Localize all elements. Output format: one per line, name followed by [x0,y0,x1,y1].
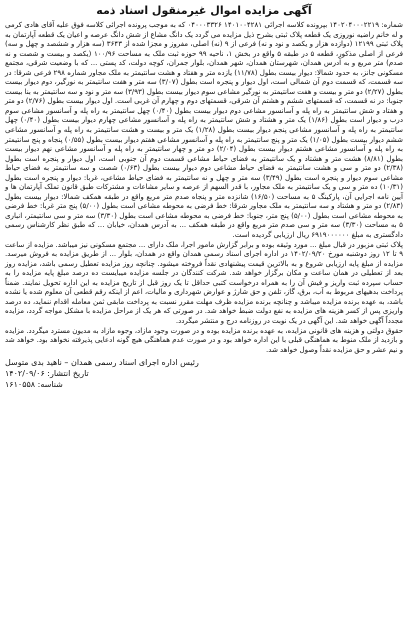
notice-paragraph-1: شماره: ۱۴۰۲۰۴۰۰۰۲۲۱۹ بپرونده کلاسه اجرائی ۱۴۰۱۰۰۴۲۸۱ ۰۴۰۰۰۳۳۲۶ که به موجب پرونده اجرائی کلاسه فوق علیه آقای هادی کرمی و له خانم راضیه نوروزی یک قطعه پلاک ثبتی بشرح ذیل مزایده می گردد یک دانگ مشاع از شش دانگ عرصه و اعیان یک قطعه آپارتمان به پلاک ثبتی ۱۲۱۹۹ (دوازده هزار و یکصد و نود و نه) فرعی از ۹ (نه) اصلی، مفروز و مجزا شده از ۳۶۴۳ (سه هزار و ششصد و چهل و سه) فرعی از اصلی مذکور، قطعه ۵ در طبقه ۵ واقع در بخش ۱، ناحیه ۹۹ حوزه ثبت ملک به مساحت ۱۰۰/۹۶ (یکصد و بیست و شصت و نه صدم) متر مربع و به آدرس همدان، شهرستان همدان، شهر همدان، بلوار جمران، کوچه دولت، کد پستی ... که با وضعیت شرقی، مجتمع مسکونی جانز، به حدود شمالا: دیوار بیست بطول (۱۱/۷۸) یازده متر و هفتاد و هشت سانتیمتر به ملک مجاور شماره ۲۹۸ فرعی شرقا: در سه قسمت، که قسمت دوم آن شمالی است، اول دیوار و پنجره است بطول (۳/۰۷) سه متر و هفت سانتیمتر به نورگیر، دوم دیوار بیست بطول (۲/۲۷) دو متر و بیست و هفت سانتیمتر به نورگیر مشاعی سوم دیوار بیست بطول (۳/۹۳) سه متر و نود و سه سانتیمتر به بنا بیست جنوبا: در نه قسمت، که قسمتهای ششم و هشتم آن شرقی، قسمتهای دوم و چهارم آن غربی است. اول دیوار بیست بطول (۲/۷۶) دو متر و هفتاد و شش سانتیمتر به راه پله و آسانسور مشاعی دوم دیوار بیست بطول (۰/۴۰) چهل سانتیمتر به راه پله و آسانسور مشاعی سوم درب و دیوار است بطول (۱/۸۶) یک متر و هشتاد و شش سانتیمتر به راه پله و آسانسور مشاعی چهارم دیوار بیست بطول (۰/۴۰) چهل سانتیمتر به راه پله و آسانسور مشاعی پنجم دیوار بیست بطول (۱/۲۸) یک متر و بیست و هشت سانتیمتر به راه پله و آسانسور مشاعی ششم دیوار بیست بطول (۱/۰۵) یک متر و پنج سانتیمتر به راه پله و آسانسور مشاعی هفتم دیوار بیست بطول (۰/۵۵) پنجاه و پنج سانتیمتر به راه پله و آسانسور مشاعی هشتم دیوار بیست بطول (۲/۰۴) دو متر و چهار سانتیمتر به راه پله و آسانسور مشاعی نهم دیوار بیست بطول (۸/۸۱) هشت متر و هشتاد و یک سانتیمتر به فضای حیاط مشاعی قسمت دوم آن جنوبی است، اول دیوار و پنجره است بطول (۲/۳۸) دو متر و سی و هشت سانتیمتر به فضای حیاط مشاعی دوم دیوار بیست بطول (۰/۶۳) شصت و سه سانتیمتر به فضای حیاط مشاعی سوم دیوار و پنجره است بطول (۳/۴۹) سه متر و چهل و نه سانتیمتر به فضای حیاط مشاعی، غربا: دیوار و پنجره است بطول (۱۰/۳۱) ده متر و سی و یک سانتیمتر به ملک مجاور، با قدر السهم از عرصه و سایر مشاعات و مشترکات طبق قانون تملک آپارتمان ها و آیین نامه اجرایی آن، پارکینگ ۵ به مساحت (۱۶/۵۰) شانزده متر و پنجاه صدم متر مربع واقع در طبقه همکف شمالا: دیوار بیست بطول (۲/۸۳) دو متر و هشتاد و سه سانتیمتر به ملک مجاور شرقا: خط فرضی به محوطه مشاعی است بطول (۵/۰۰) پنج متر غربا: خط فرضی به محوطه مشاعی است بطول (۵/۰۰) پنج متر، جنوبا: خط فرضی به محوطه مشاعی است بطول (۳/۳۰) سه متر و سی سانتیمتر، انباری ۵ به مساحت (۳/۳۰) سه متر و سی صدم متر مربع واقع در طبقه همکف ... به آدرس همدان، خیابان ... که طبق نظر کارشناس رسمی دادگستری به مبلغ ۶۹۱۹۰۰۰۰۰۰ ریال ارزیابی گردیده است. [5,20,404,240]
notice-title: آگهی مزایده اموال غیرمنقول اسناد ذمه [96,4,312,17]
signature-ref: شناسه: ۱۶۱۰۵۵۸ [5,380,63,390]
notice-paragraph-3: حقوق دولتی و هزینه های قانونی مزایده، به عهده برنده مزایده بوده و در صورت وجود مازاد، وجوه مازاد به مدیون مسترد میگردد. مزایده و بازدید از ملک منوط به هماهنگی قبلی با این اداره خواهد بود و در صورت عدم هماهنگی هیچ گونه ادعایی پذیرفته نخواهد بود. خواهد شد و نیم عشر و حق مزایده نقداً وصول خواهد شد. [5,325,403,354]
notice-paragraph-2: پلاک ثبتی مزبور در قبال مبلغ ... مورد وثیقه بوده و برابر گزارش مامور اجرا، ملک دارای ... مجتمع مسکونی نیز میباشد. مزایده از ساعت ۹ تا ۱۲ روز دوشنبه مورخ ۱۴۰۲/۰۹/۲۰ در اداره اجرای اسناد رسمی همدان واقع در همدان، بلوار ... از طریق مزایده به فروش میرسد. مزایده از مبلغ پایه ارزیابی شروع و به بالاترین قیمت پیشنهادی نقداً فروخته میشود. چنانچه روز مزایده تعطیل رسمی باشد، مزایده روز بعد از تعطیلی در همان ساعت و مکان برگزار خواهد شد. شرکت کنندگان در جلسه مزایده میبایست ده درصد مبلغ پایه مزایده را به حساب سپرده ثبت واریز و فیش آن را به همراه درخواست کتبی حداقل تا یک روز قبل از تاریخ مزایده به این اداره تحویل نمایند. ضمناً پرداخت بدهیهای مربوط به آب، برق، گاز، تلفن و حق شارژ و عوارض شهرداری و مالیات، اعم از اینکه رقم قطعی آن معلوم شده یا نشده باشد، به عهده برنده مزایده میباشد و چنانچه برنده مزایده ظرف مهلت مقرر نسبت به پرداخت مابقی ثمن معامله اقدام ننماید، ده درصد واریزی پس از کسر هزینه های مزایده به نفع دولت ضبط خواهد شد. در صورتی که هر یک از مراحل مزایده با مشکل مواجه گردد، مزایده مجدداً آگهی خواهد شد. این آگهی در یک نوبت در روزنامه درج و منتشر میگردد. [5,239,403,325]
notice-signature [5,357,403,390]
notice-body [5,20,403,354]
signature-date: تاریخ انتشار: ۱۴۰۲/۰۹/۰۶ [5,369,89,379]
signature-office: رئیس اداره اجرای اسناد رسمی همدان – ناهید بدی متوسل [5,358,199,368]
